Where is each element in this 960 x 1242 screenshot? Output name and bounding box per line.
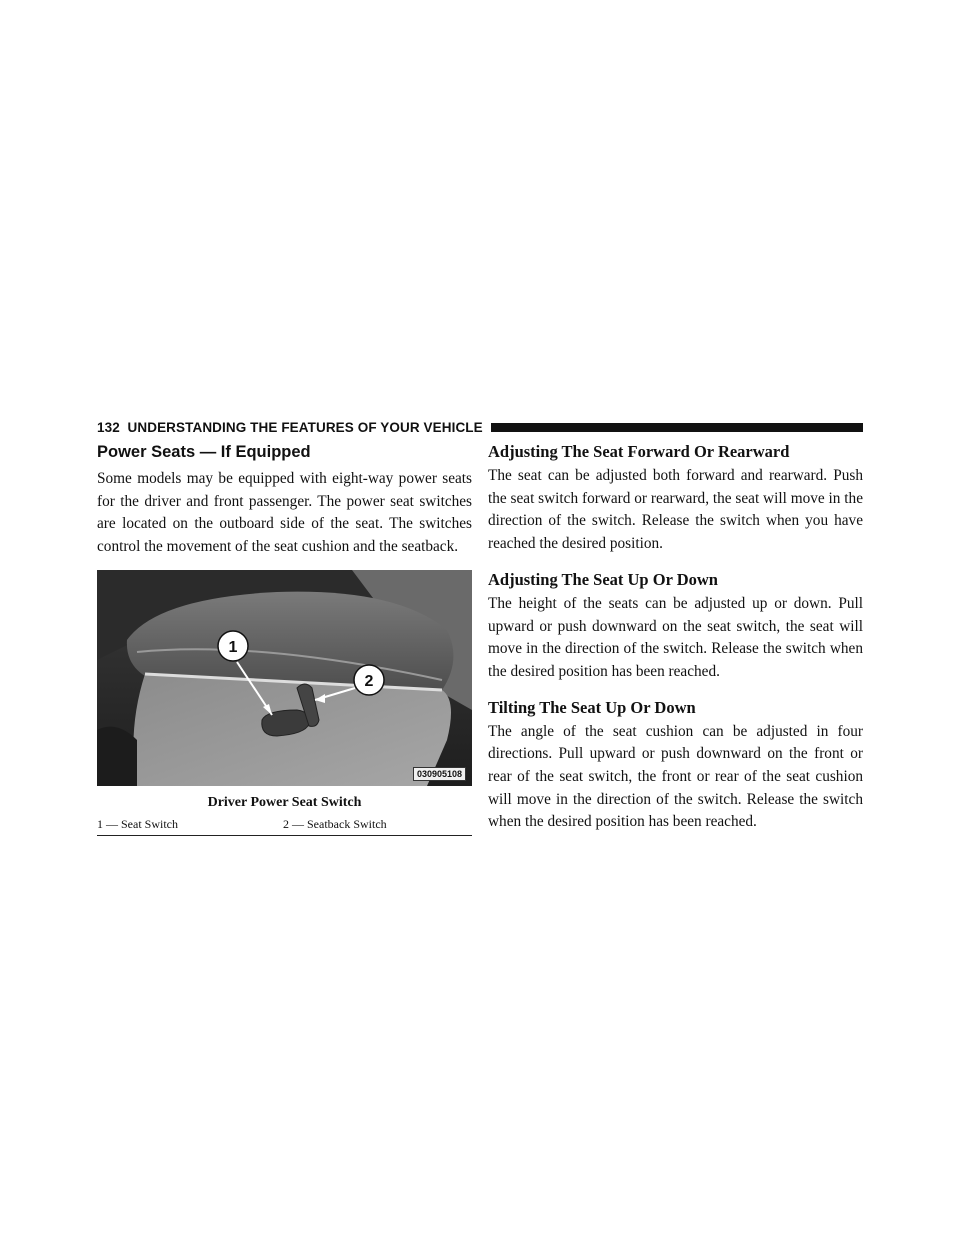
section-text: The angle of the seat cushion can be adjusted in four directions. Pull upward or push downward on the front or rear of the seat switch, the front or rear of the seat cushion will move in the direction of the switch. Release the switch when the desired position has been reached.: [488, 722, 863, 831]
legend-item-seat-switch: 1 — Seat Switch: [97, 816, 178, 831]
power-seats-intro: Some models may be equipped with eight-way power seats for the driver and front passenger. The power seat switches are located on the outboard side of the seat. The switches control the movement of the seat cushion and the seatback.: [97, 470, 472, 556]
section-text: The seat can be adjusted both forward and rearward. Push the seat switch forward or rearward, the seat will move in the direction of the switch. Release the switch when you have reached the desired position.: [488, 467, 863, 553]
header-rule: [491, 423, 863, 432]
seat-switch-illustration: [97, 570, 472, 786]
figure-caption: Driver Power Seat Switch: [207, 794, 362, 810]
section-up-down: [488, 570, 863, 684]
callout-1-label: 1: [228, 638, 238, 656]
section-forward-rearward: [488, 442, 863, 556]
section-tilt: [488, 698, 863, 835]
seat-switch-figure: [97, 570, 472, 786]
section-title: Tilting The Seat Up Or Down: [488, 697, 696, 717]
power-seats-title: Power Seats — If Equipped: [97, 443, 311, 461]
header-label: [97, 420, 491, 435]
page-header: [97, 418, 863, 436]
right-column: [488, 442, 863, 848]
section-title: Adjusting The Seat Up Or Down: [488, 569, 718, 589]
section-text: The height of the seats can be adjusted up or down. Pull upward or push downward on the seat switch, the seat will move in the direction of the switch. Release the switch when the desired position has been reached.: [488, 594, 863, 680]
left-column: [97, 442, 472, 836]
legend-item-seatback-switch: 2 — Seatback Switch: [283, 816, 387, 831]
page-number: 132: [97, 419, 120, 435]
callout-2-label: 2: [364, 672, 374, 690]
section-title: UNDERSTANDING THE FEATURES OF YOUR VEHICLE: [127, 419, 483, 435]
section-title: Adjusting The Seat Forward Or Rearward: [488, 442, 790, 461]
figure-code: 030905108: [413, 767, 466, 781]
figure-legend: [97, 816, 472, 836]
